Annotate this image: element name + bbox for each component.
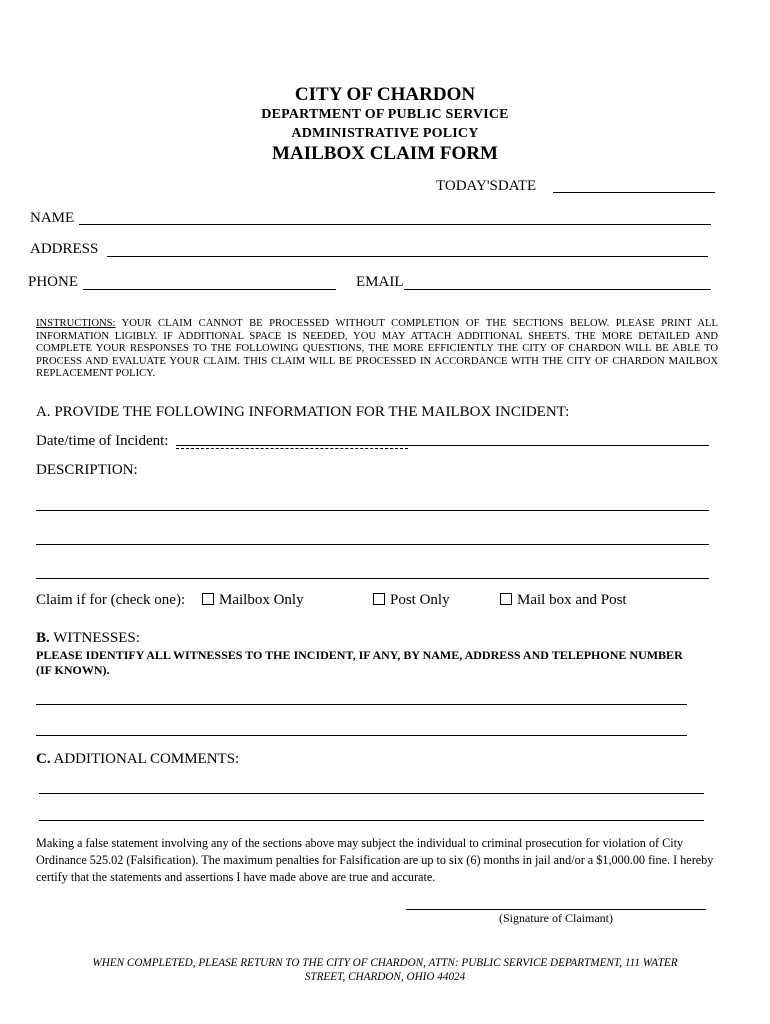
city-title: CITY OF CHARDON [294,84,476,105]
description-line-3[interactable] [36,578,709,579]
instructions-label: INSTRUCTIONS: [36,318,116,329]
comments-line-1[interactable] [39,793,704,794]
instructions-text: YOUR CLAIM CANNOT BE PROCESSED WITHOUT COMPLETION OF THE SECTIONS BELOW. PLEASE PRINT ALL INFORMATION LIGIBLY. IF ADDITIONAL SPACE IS NEEDED, YOU MAY ATTACH ADDITIONAL SHEETS. THE MORE DETAILED AND COMPLETE YOUR RESPONSES TO THE FOLLOWING QUESTIONS, THE MORE EFFICIENTLY THE CITY OF CHARDON WILL BE ABLE TO PROCESS AND EVALUATE YOUR CLAIM. THIS CLAIM WILL BE PROCESSED IN ACCORDANCE WITH THE CITY OF CHARDON MAILBOX REPLACEMENT POLICY. [36,318,718,380]
comments-line-2[interactable] [39,820,704,821]
option-post-only[interactable] [373,592,450,609]
option-mailbox-and-post[interactable] [500,592,627,609]
falsification-notice: Making a false statement involving any of the sections above may subject the individual to criminal prosecution for violation of City Ordinance 525.02 (Falsification). The maximum penalties for Falsification are up to six (6) months in jail and/or a $1,000.00 fine. I hereby certify that the statements and assertions I have made above are true and accurate. [36,836,714,884]
todays-date-label: TODAY'SDATE [436,178,537,194]
description-line-1[interactable] [36,510,709,511]
name-field[interactable] [79,224,711,225]
section-a-heading: A. PROVIDE THE FOLLOWING INFORMATION FOR THE MAILBOX INCIDENT: [36,404,570,420]
witnesses-line-1[interactable] [36,704,687,705]
return-instructions-line-1: WHEN COMPLETED, PLEASE RETURN TO THE CITY OF CHARDON, ATTN: PUBLIC SERVICE DEPARTMENT, 111 WATER [92,957,678,969]
email-field[interactable] [404,289,711,290]
section-c-heading [36,751,239,768]
section-b-letter: B. [36,630,50,646]
name-label: NAME [30,210,75,226]
option-mailbox-and-post-label: Mail box and Post [517,592,627,608]
phone-field[interactable] [83,289,336,290]
claim-type-label: Claim if for (check one): [36,592,186,608]
option-post-only-label: Post Only [390,592,450,608]
option-mailbox-only[interactable] [202,592,304,609]
description-label: DESCRIPTION: [36,462,138,478]
option-mailbox-only-label: Mailbox Only [219,592,304,608]
instructions-paragraph [36,318,718,381]
phone-label: PHONE [28,274,79,290]
description-line-2[interactable] [36,544,709,545]
section-b-title: WITNESSES: [49,630,140,646]
department-title: DEPARTMENT OF PUBLIC SERVICE [261,107,509,122]
witnesses-line-2[interactable] [36,735,687,736]
form-title: MAILBOX CLAIM FORM [272,143,498,164]
todays-date-field[interactable] [553,192,715,193]
signature-field[interactable] [406,909,706,910]
section-c-title: ADDITIONAL COMMENTS: [50,751,240,767]
checkbox-icon[interactable] [373,593,385,605]
section-c-letter: C. [36,751,51,767]
date-time-dashed-underline [176,448,408,449]
return-instructions [0,956,770,984]
signature-label: (Signature of Claimant) [499,911,613,925]
date-time-label: Date/time of Incident: [36,433,169,449]
address-label: ADDRESS [30,241,99,257]
checkbox-icon[interactable] [500,593,512,605]
email-label: EMAIL [356,274,404,290]
address-field[interactable] [107,256,708,257]
return-instructions-line-2: STREET, CHARDON, OHIO 44024 [304,971,466,983]
date-time-field[interactable] [176,445,709,446]
witnesses-instruction: PLEASE IDENTIFY ALL WITNESSES TO THE INCIDENT, IF ANY, BY NAME, ADDRESS AND TELEPHONE NUMBER (IF KNOWN). [36,648,683,677]
section-b-heading [36,630,140,647]
checkbox-icon[interactable] [202,593,214,605]
policy-title: ADMINISTRATIVE POLICY [291,126,479,141]
